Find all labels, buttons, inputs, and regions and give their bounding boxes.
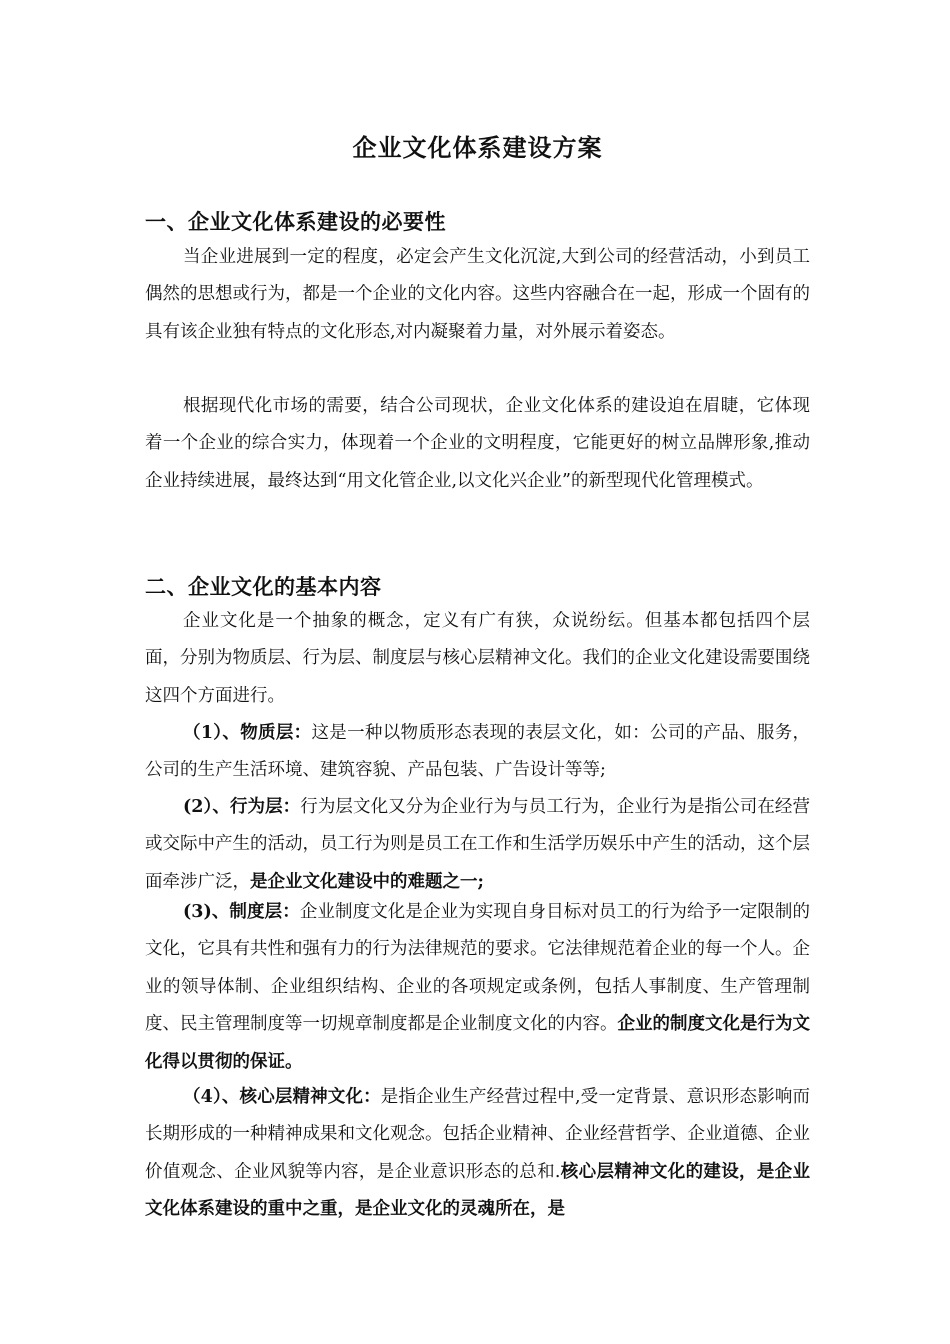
section-heading-necessity: 一、企业文化体系建设的必要性 [145,209,446,234]
list-item-core-spirit-layer [145,1079,810,1229]
paragraph-necessity-2: 根据现代化市场的需要，结合公司现状，企业文化体系的建设迫在眉睫，它体现着一个企业的综合实力，体现着一个企业的文明程度，它能更好的树立品牌形象,推动企业持续进展，最终达到“用文化管企业,以文化兴企业”的新型现代化管理模式。 [145,396,810,491]
list-item-material-layer [145,715,810,790]
list-item-system-layer [145,894,810,1081]
section-heading-basic-content: 二、企业文化的基本内容 [145,574,382,599]
document-title: 企业文化体系建设方案 [352,133,603,162]
core-spirit-layer-emphasis: 核心层精神文化的建设，是企业文化体系建设的重中之重，是企业文化的灵魂所在，是 [145,1161,811,1220]
core-spirit-layer-label: （4）、核心层精神文化： [183,1087,381,1107]
behavior-layer-text: 行为层文化又分为企业行为与员工行为，企业行为是指公司在经营或交际中产生的活动，员工行为则是员工在工作和生活学历娱乐中产生的活动，这个层面牵涉广泛， [145,797,810,892]
behavior-layer-label: (2）、行为层： [183,797,301,817]
material-layer-text: 这是一种以物质形态表现的表层文化，如：公司的产品、服务，公司的生产生活环境、建筑容貌、产品包装、广告设计等等; [145,723,811,781]
material-layer-label: （1）、物质层： [183,723,312,743]
system-layer-label: (3)、制度层： [183,902,300,922]
system-layer-text: 企业制度文化是企业为实现自身目标对员工的行为给予一定限制的文化，它具有共性和强有力的行为法律规范的要求。它法律规范着企业的每一个人。企业的领导体制、企业组织结构、企业的各项规定或条例，包括人事制度、生产管理制度、民主管理制度等一切规章制度都是企业制度文化的内容。 [145,902,810,1035]
behavior-layer-emphasis: 是企业文化建设中的难题之一; [250,871,484,892]
list-item-behavior-layer [145,789,810,901]
system-layer-emphasis: 企业的制度文化是行为文化得以贯彻的保证。 [145,1014,810,1072]
paragraph-basic-content-intro: 企业文化是一个抽象的概念，定义有广有狭，众说纷纭。但基本都包括四个层面，分别为物质层、行为层、制度层与核心层精神文化。我们的企业文化建设需要围绕这四个方面进行。 [145,611,810,706]
core-spirit-layer-text: 是指企业生产经营过程中,受一定背景、意识形态影响而长期形成的一种精神成果和文化观念。包括企业精神、企业经营哲学、企业道德、企业价值观念、企业风貌等内容，是企业意识形态的总和. [145,1087,810,1182]
paragraph-necessity-1: 当企业进展到一定的程度，必定会产生文化沉淀,大到公司的经营活动，小到员工偶然的思想或行为，都是一个企业的文化内容。这些内容融合在一起，形成一个固有的具有该企业独有特点的文化形态,对内凝聚着力量，对外展示着姿态。 [145,247,810,342]
